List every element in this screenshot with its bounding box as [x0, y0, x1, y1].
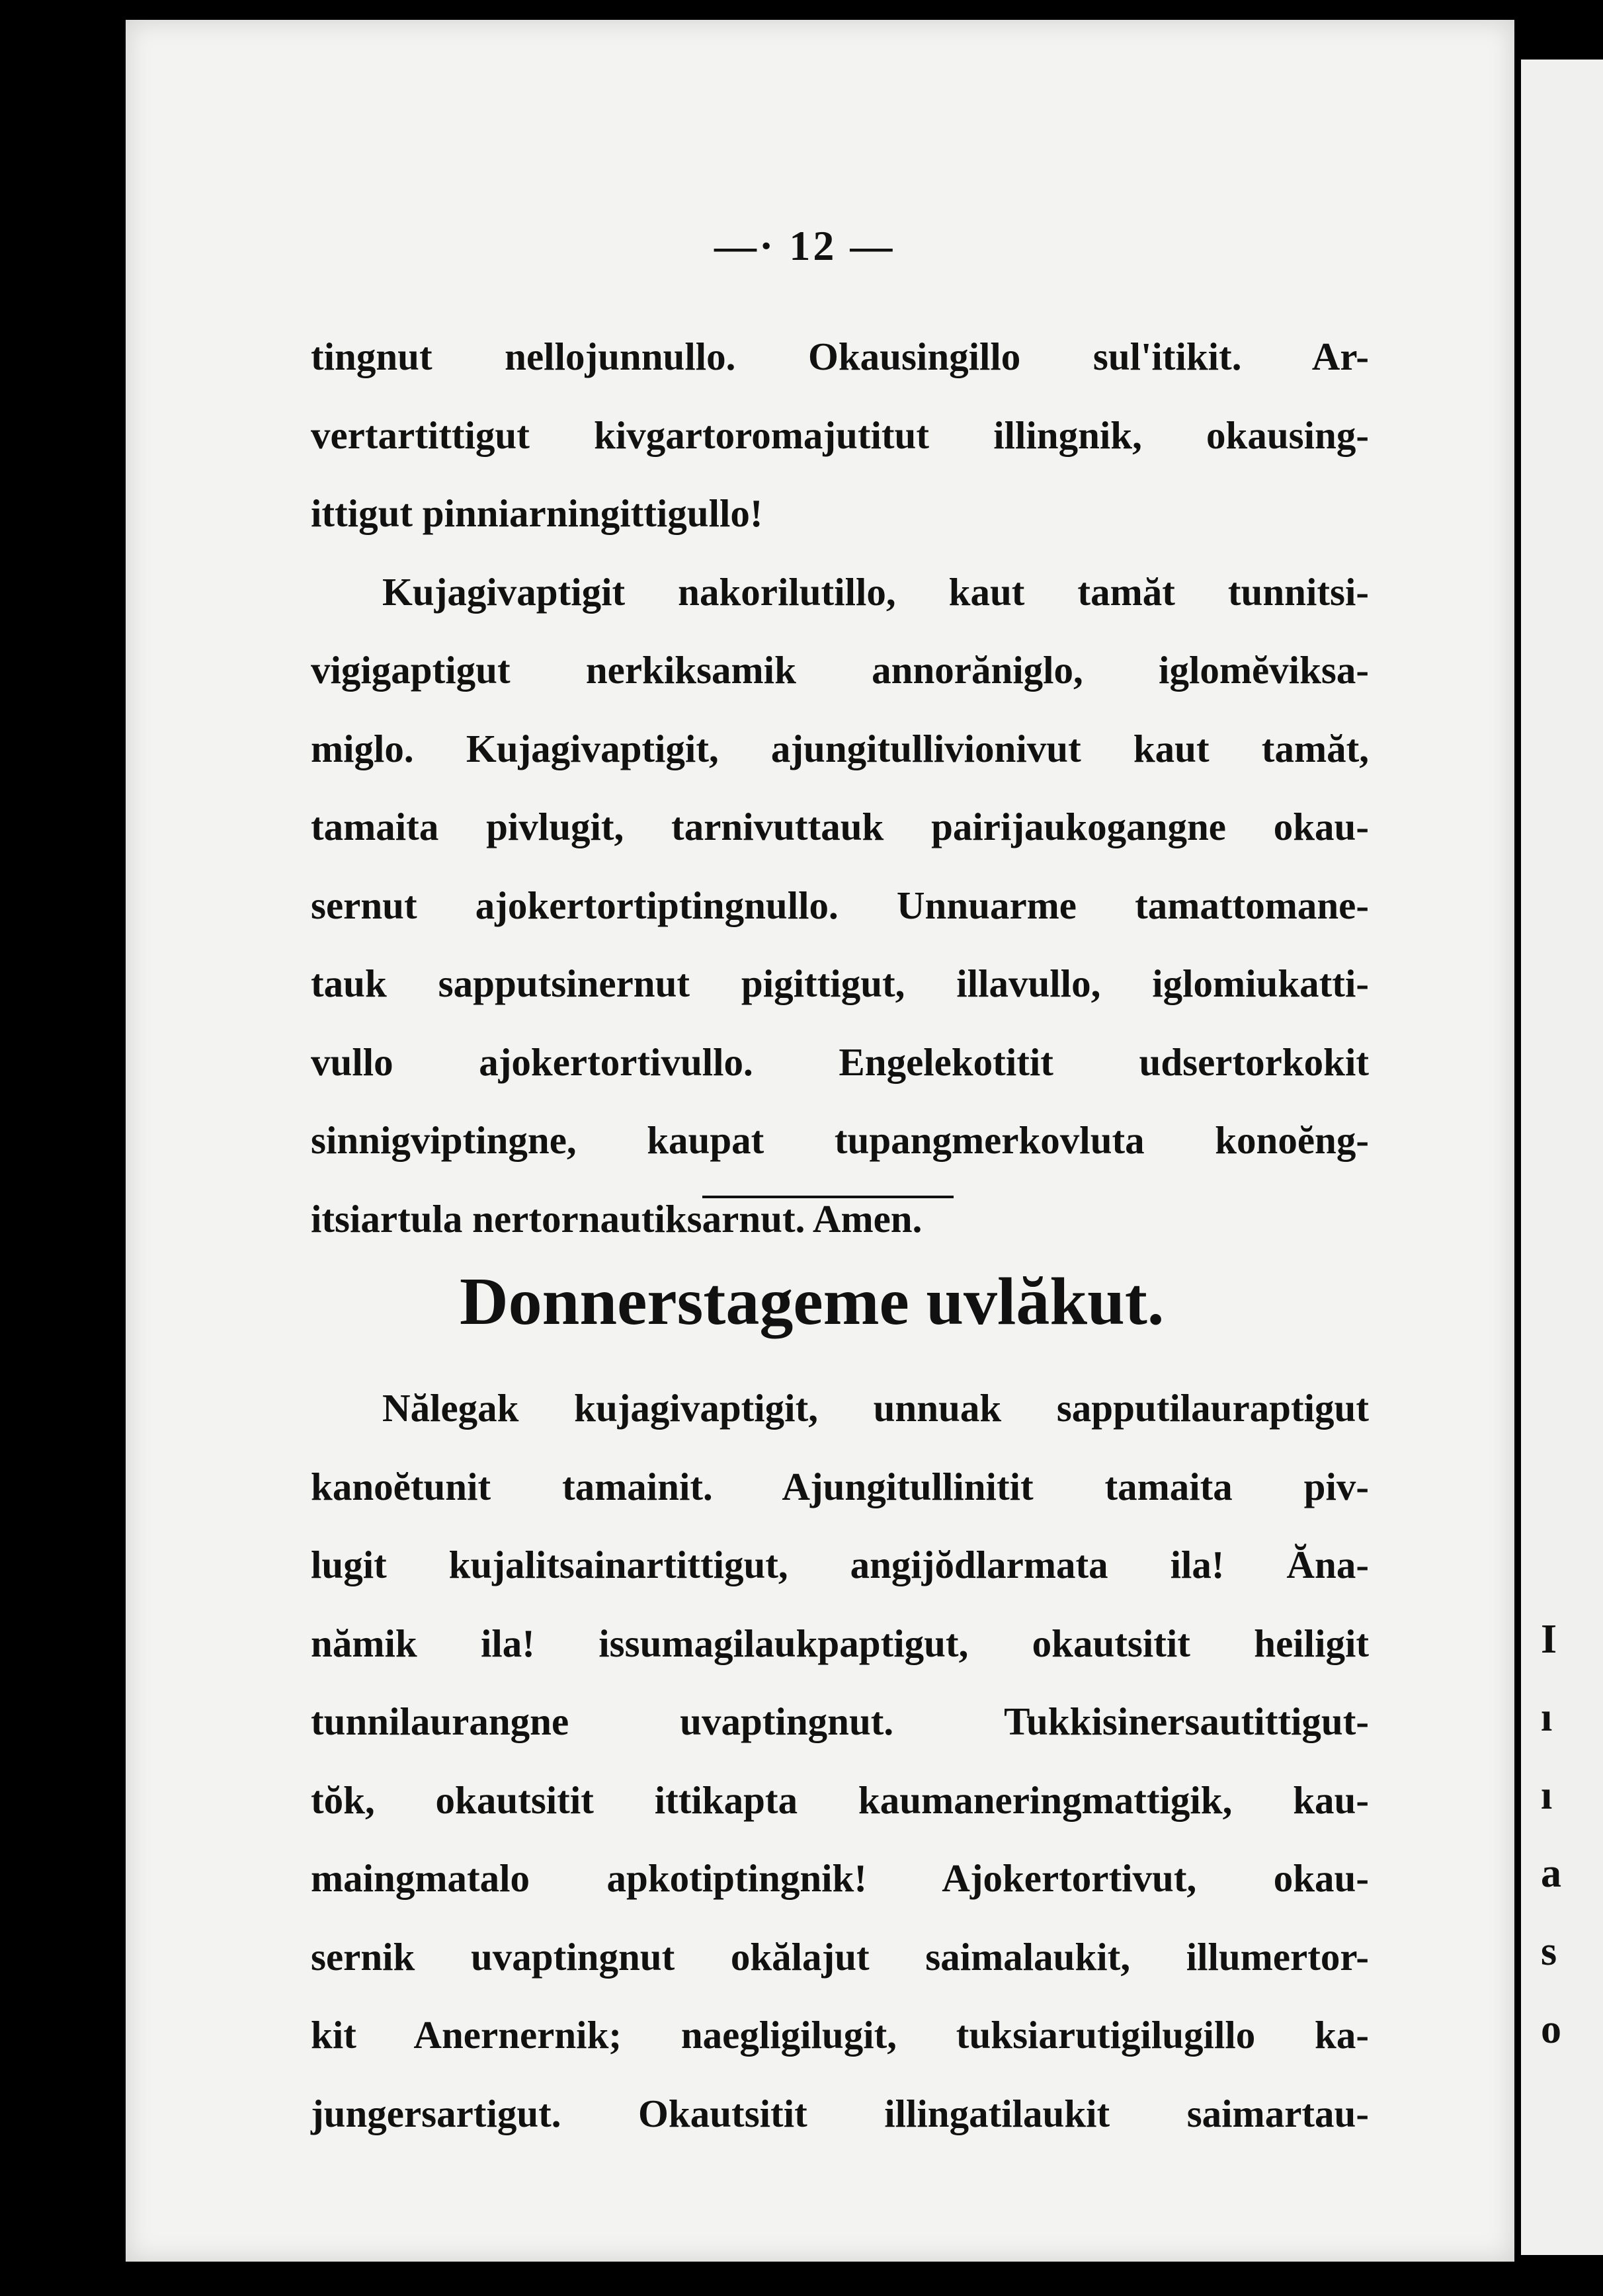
text-line: sinnigviptingne, kaupat tupangmerkovluta konoĕng-: [311, 1118, 1369, 1162]
text-line: miglo. Kujagivaptigit, ajungitullivionivut kaut tamăt,: [311, 726, 1369, 770]
text-line: nămik ila! issumagilaukpaptigut, okautsitit heiligit: [311, 1621, 1369, 1665]
page-number: —· 12 —: [714, 222, 895, 269]
text-line: itsiartula nertornautiksarnut. Amen.: [311, 1196, 923, 1241]
text-line: vullo ajokertortivullo. Engelekotitit udsertorkokit: [311, 1040, 1369, 1084]
text-line: lugit kujalitsainartittigut, angijŏdlarmata ila! Ăna-: [311, 1543, 1369, 1586]
body-text-section-1: [311, 317, 1369, 1258]
text-line: tauk sapputsinernut pigittigut, illavullo, iglomiukatti-: [311, 962, 1369, 1005]
text-line: tŏk, okautsitit ittikapta kaumaneringmattigik, kau-: [311, 1778, 1369, 1822]
section-heading: Donnerstageme uvlăkut.: [460, 1264, 1165, 1339]
text-line: Nălegak kujagivaptigit, unnuak sapputilauraptigut: [382, 1386, 1369, 1430]
text-line: vigigaptigut nerkiksamik annorăniglo, iglomĕviksa-: [311, 648, 1369, 692]
text-line: ittigut pinniarningittigullo!: [311, 491, 763, 535]
text-line: kanoĕtunit tamainit. Ajungitullinitit tamaita piv-: [311, 1464, 1369, 1508]
edge-text: I ı ı a s o: [1541, 1617, 1561, 2052]
text-line: maingmatalo apkotiptingnik! Ajokertortivut, okau-: [311, 1856, 1369, 1900]
text-line: kit Anernernik; naegligilugit, tuksiarutigilugillo ka-: [311, 2013, 1369, 2057]
text-line: tunnilaurangne uvaptingnut. Tukkisinersautittigut-: [311, 1700, 1369, 1743]
text-line: sernik uvaptingnut okălajut saimalaukit, illumertor-: [311, 1934, 1369, 1979]
text-line: tamaita pivlugit, tarnivuttauk pairijaukogangne okau-: [311, 805, 1369, 848]
text-line: tingnut nellojunnullo. Okausingillo sul'itikit. Ar-: [311, 335, 1369, 378]
text-line: sernut ajokertortiptingnullo. Unnuarme tamattomane-: [311, 883, 1369, 927]
text-line: vertartittigut kivgartoromajutitut illingnik, okausing-: [311, 413, 1369, 457]
body-text-section-2: [311, 1369, 1369, 2152]
section-divider: [702, 1196, 954, 1198]
text-line: jungersartigut. Okautsitit illingatilaukit saimartau-: [311, 2091, 1369, 2135]
text-line: Kujagivaptigit nakorilutillo, kaut tamăt tunnitsi-: [382, 569, 1369, 614]
facing-page-edge: [1521, 60, 1603, 2255]
